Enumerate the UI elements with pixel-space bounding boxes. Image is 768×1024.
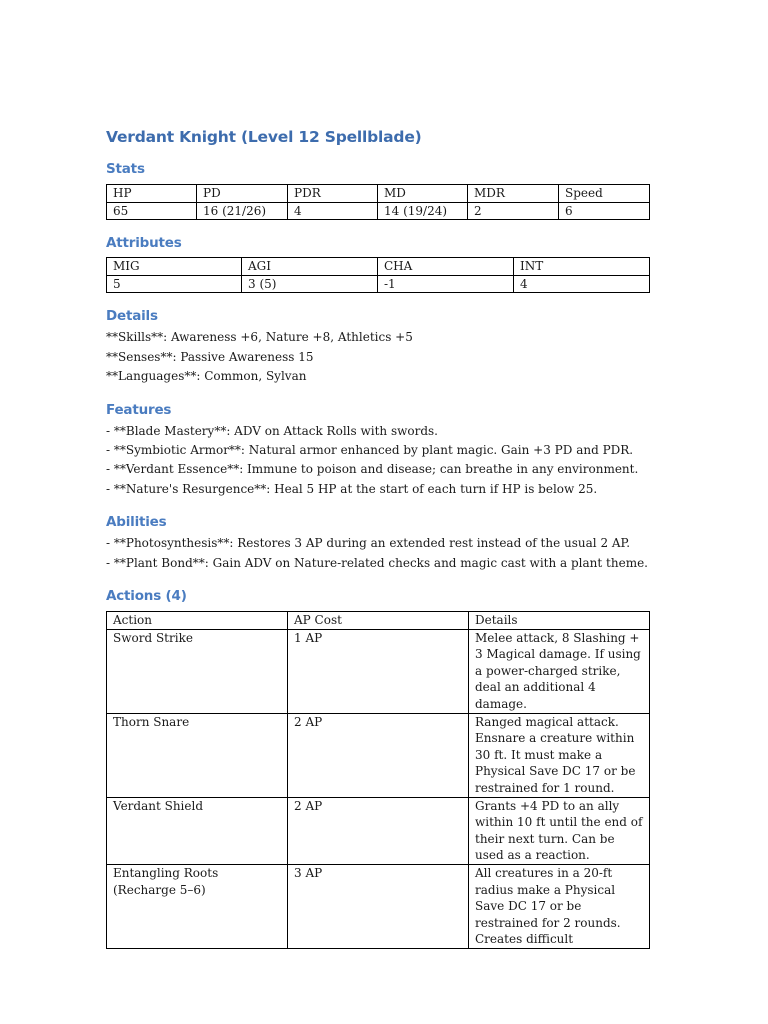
- details-heading: Details: [106, 308, 158, 325]
- table-header-cell: PDR: [288, 185, 378, 203]
- table-cell: 5: [107, 275, 242, 293]
- table-header-cell: HP: [107, 185, 197, 203]
- action-details-cell: Melee attack, 8 Slashing + 3 Magical damage. If using a power-charged strike, deal an additional 4 damage.: [469, 629, 650, 713]
- table-row: [107, 612, 650, 630]
- details-senses: **Senses**: Passive Awareness 15: [106, 349, 314, 364]
- table-header-cell: AGI: [242, 258, 378, 276]
- table-cell: 3 (5): [242, 275, 378, 293]
- table-cell: 14 (19/24): [378, 202, 468, 220]
- table-cell: -1: [378, 275, 514, 293]
- table-header-cell: MD: [378, 185, 468, 203]
- table-row: [107, 797, 650, 864]
- ability-item: - **Photosynthesis**: Restores 3 AP during an extended rest instead of the usual 2 AP.: [106, 536, 631, 551]
- table-row: [107, 258, 650, 276]
- table-row: [107, 629, 650, 713]
- stats-table: [106, 184, 650, 220]
- table-header-cell: CHA: [378, 258, 514, 276]
- table-header-cell: Action: [107, 612, 288, 630]
- table-header-cell: MIG: [107, 258, 242, 276]
- table-header-cell: INT: [514, 258, 650, 276]
- attributes-table: [106, 257, 650, 293]
- table-header-cell: AP Cost: [288, 612, 469, 630]
- action-name-cell: Thorn Snare: [107, 713, 288, 797]
- action-details-cell: Grants +4 PD to an ally within 10 ft until the end of their next turn. Can be used as a reaction.: [469, 797, 650, 864]
- actions-table: [106, 611, 650, 949]
- table-header-cell: PD: [197, 185, 288, 203]
- table-cell: 2: [468, 202, 559, 220]
- action-cost-cell: 2 AP: [288, 797, 469, 864]
- table-header-cell: Details: [469, 612, 650, 630]
- table-row: [107, 202, 650, 220]
- action-cost-cell: 2 AP: [288, 713, 469, 797]
- action-cost-cell: 3 AP: [288, 864, 469, 948]
- features-heading: Features: [106, 401, 172, 418]
- feature-item: - **Blade Mastery**: ADV on Attack Rolls with swords.: [106, 423, 438, 438]
- table-row: [107, 185, 650, 203]
- table-cell: 6: [559, 202, 650, 220]
- table-row: [107, 713, 650, 797]
- abilities-heading: Abilities: [106, 514, 167, 531]
- action-details-cell: Ranged magical attack. Ensnare a creature within 30 ft. It must make a Physical Save DC 17 or be restrained for 1 round.: [469, 713, 650, 797]
- stats-heading: Stats: [106, 161, 145, 177]
- table-row: [107, 275, 650, 293]
- feature-item: - **Symbiotic Armor**: Natural armor enhanced by plant magic. Gain +3 PD and PDR.: [106, 443, 634, 457]
- action-name-cell: Verdant Shield: [107, 797, 288, 864]
- table-cell: 4: [288, 202, 378, 220]
- table-header-cell: Speed: [559, 185, 650, 203]
- action-details-cell: All creatures in a 20-ft radius make a Physical Save DC 17 or be restrained for 2 rounds. Creates difficult: [469, 864, 650, 948]
- details-skills: **Skills**: Awareness +6, Nature +8, Athletics +5: [106, 330, 413, 345]
- attributes-heading: Attributes: [106, 235, 182, 252]
- feature-item: - **Nature's Resurgence**: Heal 5 HP at the start of each turn if HP is below 25.: [106, 481, 598, 496]
- action-name-cell: Sword Strike: [107, 629, 288, 713]
- table-header-cell: MDR: [468, 185, 559, 203]
- action-cost-cell: 1 AP: [288, 629, 469, 713]
- feature-item: - **Verdant Essence**: Immune to poison and disease; can breathe in any environment.: [106, 462, 639, 477]
- ability-item: - **Plant Bond**: Gain ADV on Nature-related checks and magic cast with a plant theme.: [106, 555, 648, 570]
- actions-heading: Actions (4): [106, 588, 187, 605]
- table-cell: 4: [514, 275, 650, 293]
- action-name-cell: Entangling Roots (Recharge 5–6): [107, 864, 288, 948]
- details-languages: **Languages**: Common, Sylvan: [106, 369, 307, 384]
- page-title: Verdant Knight (Level 12 Spellblade): [106, 128, 422, 146]
- table-cell: 16 (21/26): [197, 202, 288, 220]
- table-cell: 65: [107, 202, 197, 220]
- document-page: [106, 124, 649, 949]
- table-row: [107, 864, 650, 948]
